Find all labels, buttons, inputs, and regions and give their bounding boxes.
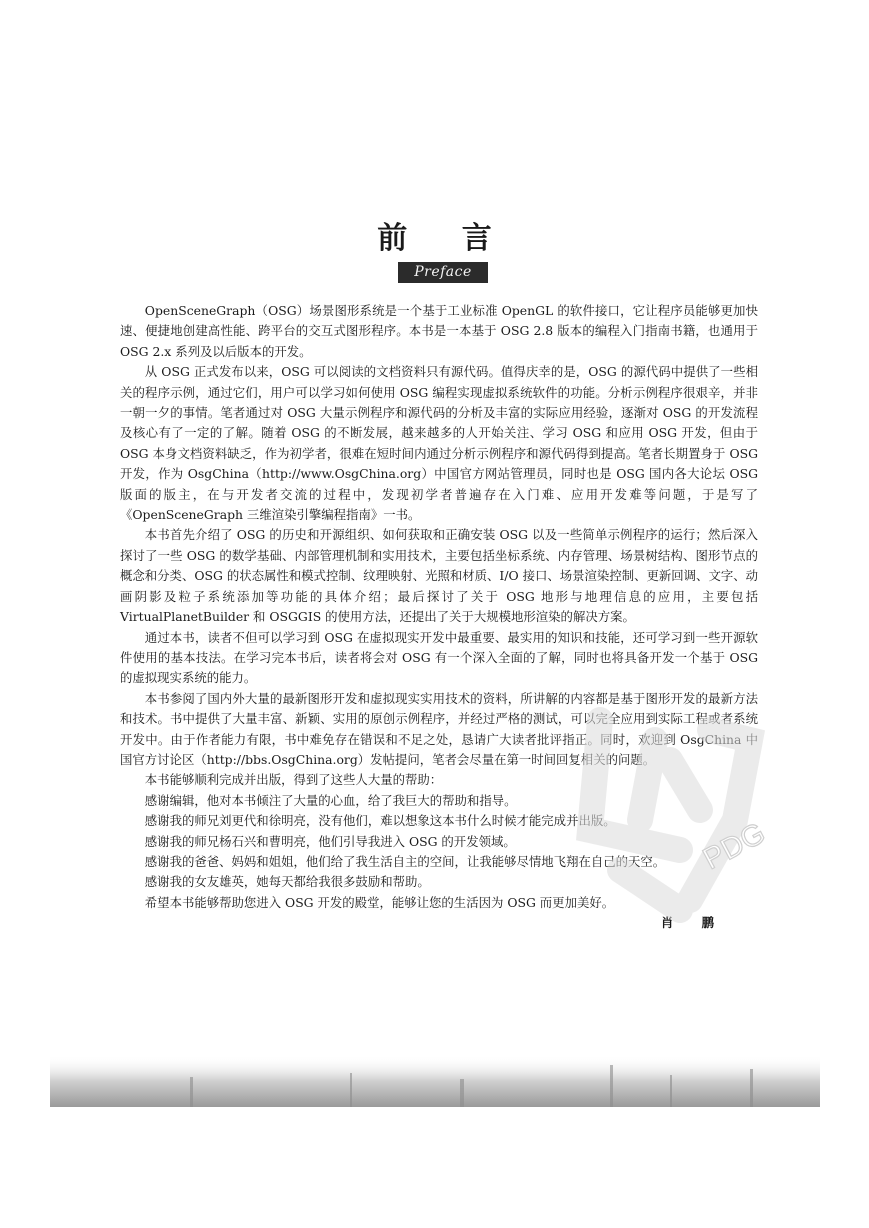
paragraph: 从 OSG 正式发布以来，OSG 可以阅读的文档资料只有源代码。值得庆幸的是，OSG 的源代码中提供了一些相关的程序示例，通过它们，用户可以学习如何使用 OSG 编程实现虚拟系统软件的功能。分析示例程序很艰辛，并非一朝一夕的事情。笔者通过对 OSG 大量示例程序和源代码的分析及丰富的实际应用经验，逐渐对 OSG 的开发流程及核心有了一定的了解。随着 OSG 的不断发展，越来越多的人开始关注、学习 OSG 和应用 OSG 开发，但由于 OSG 本身文档资料缺乏，作为初学者，很难在短时间内通过分析示例程序和源代码得到提高。笔者长期置身于 OSG 开发，作为 OsgChina（http://www.OsgChina.org）中国官方网站管理员，同时也是 OSG 国内各大论坛 OSG 版面的版主，在与开发者交流的过程中，发现初学者普遍存在入门难、应用开发难等问题，于是写了《OpenSceneGraph 三维渲染引擎编程指南》一书。 bbox=[120, 364, 758, 523]
watermark-text: PDG bbox=[697, 816, 771, 877]
page-title: 前 言 bbox=[377, 221, 514, 256]
paragraph: OpenSceneGraph（OSG）场景图形系统是一个基于工业标准 OpenGL 的软件接口，它让程序员能够更加快速、便捷地创建高性能、跨平台的交互式图形程序。本书是一本基于 OSG 2.8 版本的编程入门指南书籍，也通用于 OSG 2.x 系列及以后版本的开发。 bbox=[120, 303, 758, 359]
paragraph: 希望本书能够帮助您进入 OSG 开发的殿堂，能够让您的生活因为 OSG 而更加美好。 bbox=[144, 894, 615, 910]
paragraph: 感谢我的爸爸、妈妈和姐姐，他们给了我生活自主的空间，让我能够尽情地飞翔在自己的天空。 bbox=[144, 853, 666, 869]
paragraph: 本书能够顺利完成并出版，得到了这些人大量的帮助： bbox=[144, 772, 443, 788]
paragraph: 本书首先介绍了 OSG 的历史和开源组织、如何获取和正确安装 OSG 以及一些简单示例程序的运行；然后深入探讨了一些 OSG 的数学基础、内部管理机制和实用技术，主要包括坐标系统、内存管理、场景树结构、图形节点的概念和分类、OSG 的状态属性和模式控制、纹理映射、光照和材质、I/O 接口、场景渲染控制、更新回调、文字、动画阴影及粒子系统添加等功能的具体介绍；最后探讨了关于 OSG 地形与地理信息的应用，主要包括 VirtualPlanetBuilder 和 OSGGIS 的使用方法，还提出了关于大规模地形渲染的解决方案。 bbox=[120, 527, 759, 625]
paragraph: 感谢编辑，他对本书倾注了大量的心血，给了我巨大的帮助和指导。 bbox=[144, 792, 517, 808]
paragraph: 感谢我的师兄杨石兴和曹明亮，他们引导我进入 OSG 的开发领域。 bbox=[144, 833, 516, 849]
paragraph: 感谢我的师兄刘更代和徐明亮，没有他们，难以想象这本书什么时候才能完成并出版。 bbox=[144, 813, 616, 829]
preface-badge: Preface bbox=[398, 262, 488, 283]
scan-edge-band bbox=[50, 1055, 820, 1107]
paragraph: 通过本书，读者不但可以学习到 OSG 在虚拟现实开发中最重要、最实用的知识和技能，还可学习到一些开源软件使用的基本技法。在学习完本书后，读者将会对 OSG 有一个深入全面的了解，同时也将具备开发一个基于 OSG 的虚拟现实系统的能力。 bbox=[120, 629, 758, 686]
paragraph: 本书参阅了国内外大量的最新图形开发和虚拟现实实用技术的资料，所讲解的内容都是基于图形开发的最新方法和技术。书中提供了大量丰富、新颖、实用的原创示例程序，并经过严格的测试，可以完全应用到实际工程或者系统开发中。由于作者能力有限，书中难免存在错误和不足之处，恳请广大读者批评指正。同时，欢迎到 OsgChina 中国官方讨论区（http://bbs.OsgChina.org）发帖提问，笔者会尽量在第一时间回复相关的问题。 bbox=[120, 690, 758, 767]
paragraph: 感谢我的女友雄英，她每天都给我很多鼓励和帮助。 bbox=[144, 874, 430, 890]
body-text bbox=[120, 301, 758, 934]
author-signature: 肖 鹏 bbox=[660, 915, 726, 931]
